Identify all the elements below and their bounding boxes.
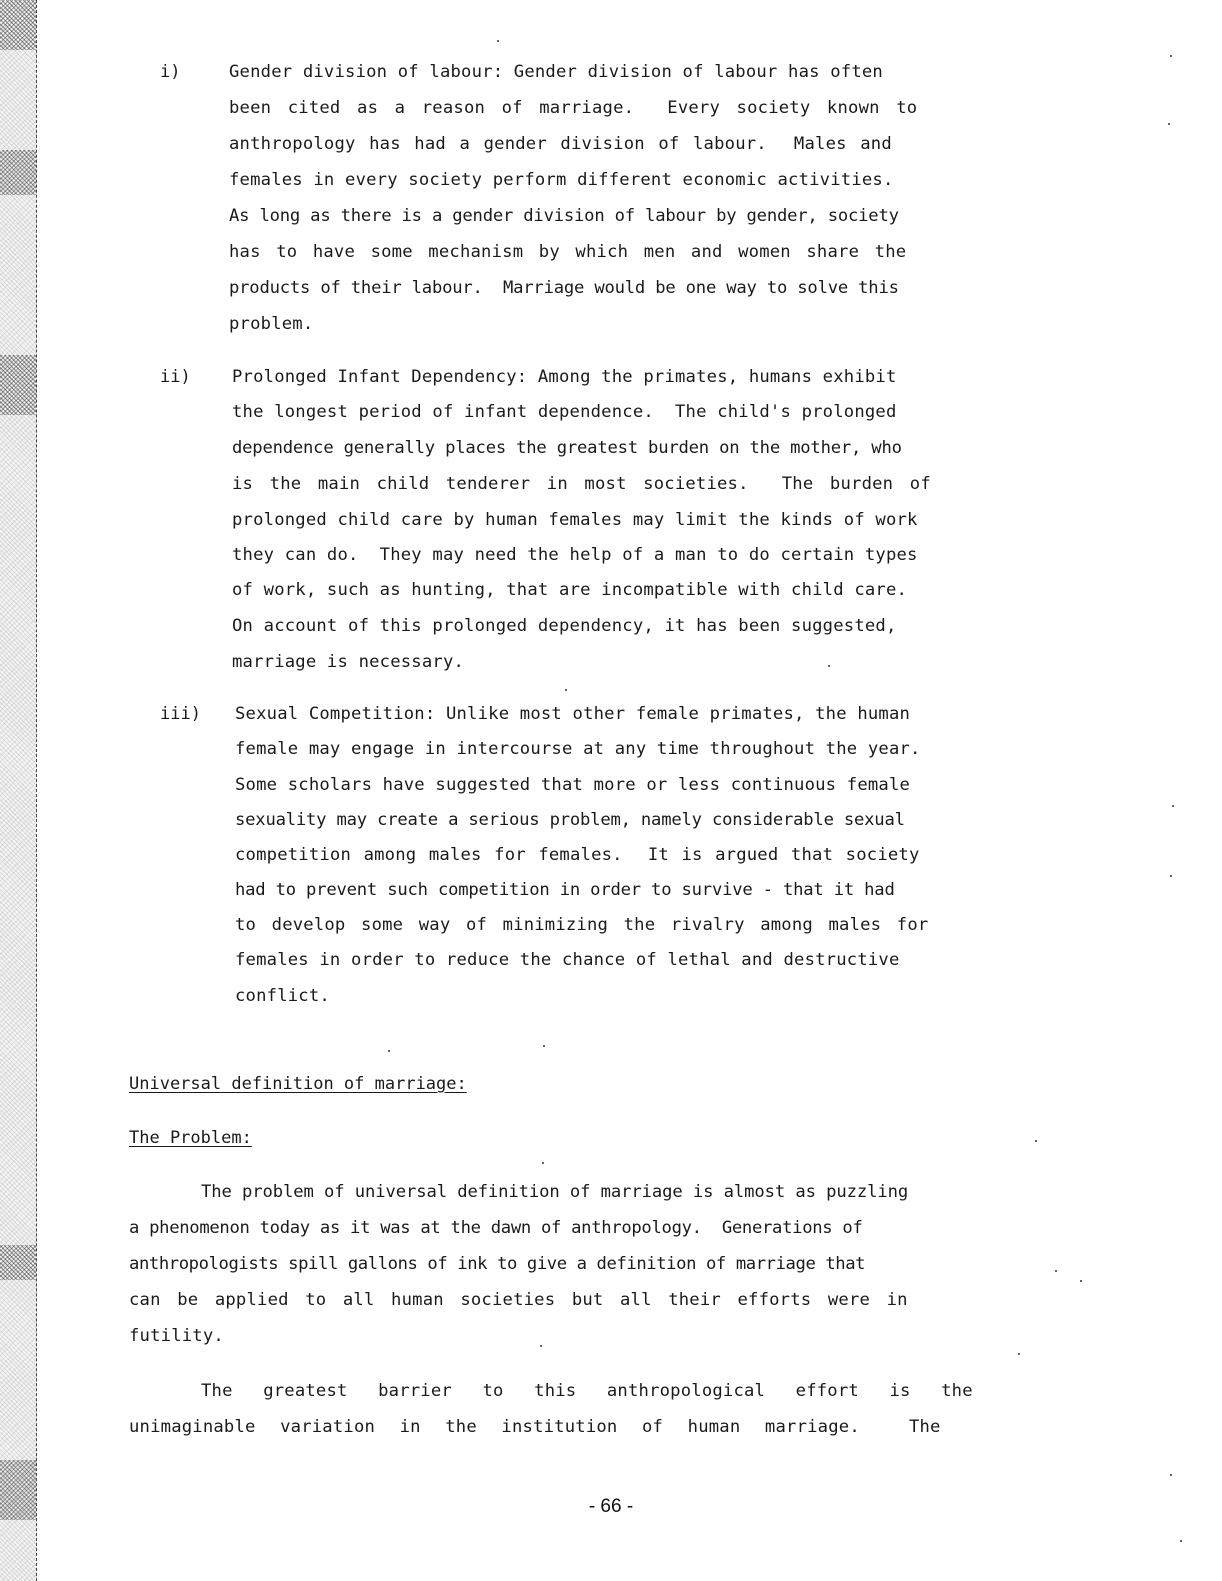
scan-speck — [1170, 1474, 1172, 1476]
scan-speck — [388, 1050, 390, 1052]
scan-speck — [1168, 123, 1170, 125]
text-line: unimaginable variation in the institution of human marriage. The — [129, 1417, 941, 1437]
scan-noise-band — [0, 355, 36, 415]
list-marker: iii) — [160, 704, 201, 724]
text-line: a phenomenon today as it was at the dawn of anthropology. Generations of — [129, 1218, 863, 1238]
scan-speck — [828, 665, 830, 667]
text-line: anthropologists spill gallons of ink to give a definition of marriage that — [129, 1254, 866, 1274]
text-line: been cited as a reason of marriage. Every society known to — [229, 98, 918, 118]
text-line: Prolonged Infant Dependency: Among the primates, humans exhibit — [232, 367, 897, 387]
scan-margin-strip — [0, 0, 37, 1581]
text-line: had to prevent such competition in order to survive - that it had — [235, 880, 895, 900]
text-line: products of their labour. Marriage would be one way to solve this — [229, 278, 899, 298]
text-line: has to have some mechanism by which men and women share the — [229, 242, 907, 262]
text-line: the longest period of infant dependence. The child's prolonged — [232, 402, 897, 422]
text-line: marriage is necessary. — [232, 652, 465, 672]
scan-speck — [497, 40, 499, 42]
list-marker: ii) — [160, 367, 191, 387]
text-line: can be applied to all human societies but all their efforts were in — [129, 1290, 908, 1310]
text-line: female may engage in intercourse at any time throughout the year. — [235, 739, 921, 759]
scan-noise-band — [0, 0, 36, 50]
scan-speck — [1170, 55, 1172, 57]
scan-speck — [1172, 805, 1174, 807]
text-line: Some scholars have suggested that more or less continuous female — [235, 775, 911, 795]
scan-speck — [542, 1162, 544, 1164]
text-line: problem. — [229, 314, 314, 334]
scan-speck — [1080, 1280, 1082, 1282]
text-line: females in order to reduce the chance of lethal and destructive — [235, 950, 900, 970]
subheading: The Problem: — [129, 1128, 252, 1148]
text-line: they can do. They may need the help of a man to do certain types — [232, 545, 918, 565]
text-line: The greatest barrier to this anthropological effort is the — [201, 1381, 973, 1401]
text-line: conflict. — [235, 986, 330, 1006]
page-number: - 66 - — [588, 1496, 634, 1517]
scan-speck — [565, 689, 567, 691]
text-line: of work, such as hunting, that are incompatible with child care. — [232, 580, 908, 600]
text-line: The problem of universal definition of marriage is almost as puzzling — [201, 1182, 909, 1202]
text-line: females in every society perform different economic activities. — [229, 170, 894, 190]
scan-speck — [540, 1345, 542, 1347]
text-line: to develop some way of minimizing the rivalry among males for — [235, 915, 929, 935]
text-line: Sexual Competition: Unlike most other female primates, the human — [235, 704, 911, 724]
text-line: competition among males for females. It is argued that society — [235, 845, 920, 865]
text-line: anthropology has had a gender division of labour. Males and — [229, 134, 892, 154]
text-line: Gender division of labour: Gender division of labour has often — [229, 62, 883, 82]
text-line: dependence generally places the greatest burden on the mother, who — [232, 438, 902, 458]
scan-speck — [1018, 1353, 1020, 1355]
scan-speck — [1035, 1140, 1037, 1142]
text-line: On account of this prolonged dependency, it has been suggested, — [232, 616, 897, 636]
scan-speck — [1055, 1270, 1057, 1272]
list-marker: i) — [160, 62, 181, 82]
text-line: sexuality may create a serious problem, namely considerable sexual — [235, 810, 905, 830]
scan-speck — [1170, 875, 1172, 877]
section-heading: Universal definition of marriage: — [129, 1074, 467, 1094]
scan-noise-band — [0, 1245, 36, 1280]
text-line: is the main child tenderer in most societies. The burden of — [232, 474, 931, 494]
scan-speck — [1180, 1540, 1182, 1542]
text-line: futility. — [129, 1326, 224, 1346]
text-line: As long as there is a gender division of labour by gender, society — [229, 206, 899, 226]
scan-noise-band — [0, 150, 36, 195]
text-line: prolonged child care by human females may limit the kinds of work — [232, 510, 918, 530]
scan-speck — [543, 1045, 545, 1047]
